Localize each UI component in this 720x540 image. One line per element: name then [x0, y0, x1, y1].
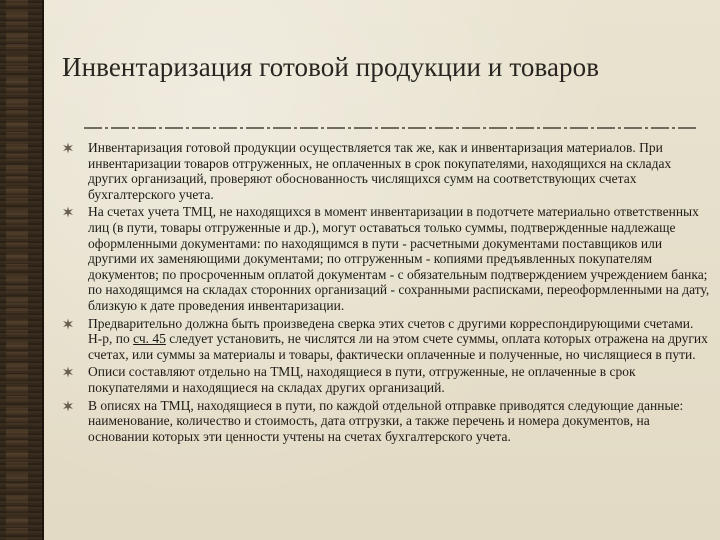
- paragraph-text: На счетах учета ТМЦ, не находящихся в момент инвентаризации в подотчете материально ответственных лиц (в пути, товары отгруженные и др.), могут оставаться только суммы, подтвержденные надлежаще оформленными документами: по находящимся в пути - расчетными документами поставщиков или другими их заменяющими документами; по отгруженным - копиями предъявленных покупателям документов; по просроченным оплатой документам - с обязательным подтверждением учреждением банка; по находящимся на складах сторонних организаций - сохранными расписками, переоформленными на дату, близкую к дате проведения инвентаризации.: [88, 204, 710, 313]
- slide-body: [60, 140, 710, 446]
- paragraph-text-after-link: следует установить, не числятся ли на этом счете суммы, оплата которых отражена на других счетах, или суммы за материалы и товары, фактически оплаченные и полученные, но числящиеся в пути.: [88, 331, 708, 362]
- list-item: [60, 140, 710, 202]
- paragraph-text-before-link: Предварительно должна быть произведена сверка этих счетов с другими корреспондирующими счетами. Н-р, по: [88, 315, 694, 347]
- paragraph-text: Инвентаризация готовой продукции осуществляется так же, как и инвентаризация материалов. При инвентаризации товаров отгруженных, не оплаченных в срок покупателями, находящихся на складах других организаций, проверяют обоснованность числящихся сумм на соответствующих счетах бухгалтерского учета.: [88, 140, 672, 202]
- list-item: [60, 364, 710, 395]
- paragraph-text: Описи составляют отдельно на ТМЦ, находящиеся в пути, отгруженные, не оплаченные в срок покупателями и находящиеся на складах других организаций.: [88, 364, 636, 395]
- dashed-divider: [84, 126, 696, 130]
- list-item: [60, 316, 710, 363]
- star-bullet-icon: [62, 366, 74, 378]
- slide-title: Инвентаризация готовой продукции и товаров: [62, 52, 600, 82]
- decorative-left-border: [0, 0, 44, 540]
- star-bullet-icon: [62, 206, 74, 218]
- list-item: [60, 398, 710, 445]
- star-bullet-icon: [62, 142, 74, 154]
- star-bullet-icon: [62, 400, 74, 412]
- star-bullet-icon: [62, 318, 74, 330]
- paragraph-text: В описях на ТМЦ, находящиеся в пути, по каждой отдельной отправке приводятся следующие данные: наименование, количество и стоимость, дата отгрузки, а также перечень и номера документов, на основании которых эти ценности учтены на счетах бухгалтерского учета.: [88, 397, 684, 444]
- list-item: [60, 204, 710, 313]
- account-45-link[interactable]: сч. 45: [133, 331, 166, 347]
